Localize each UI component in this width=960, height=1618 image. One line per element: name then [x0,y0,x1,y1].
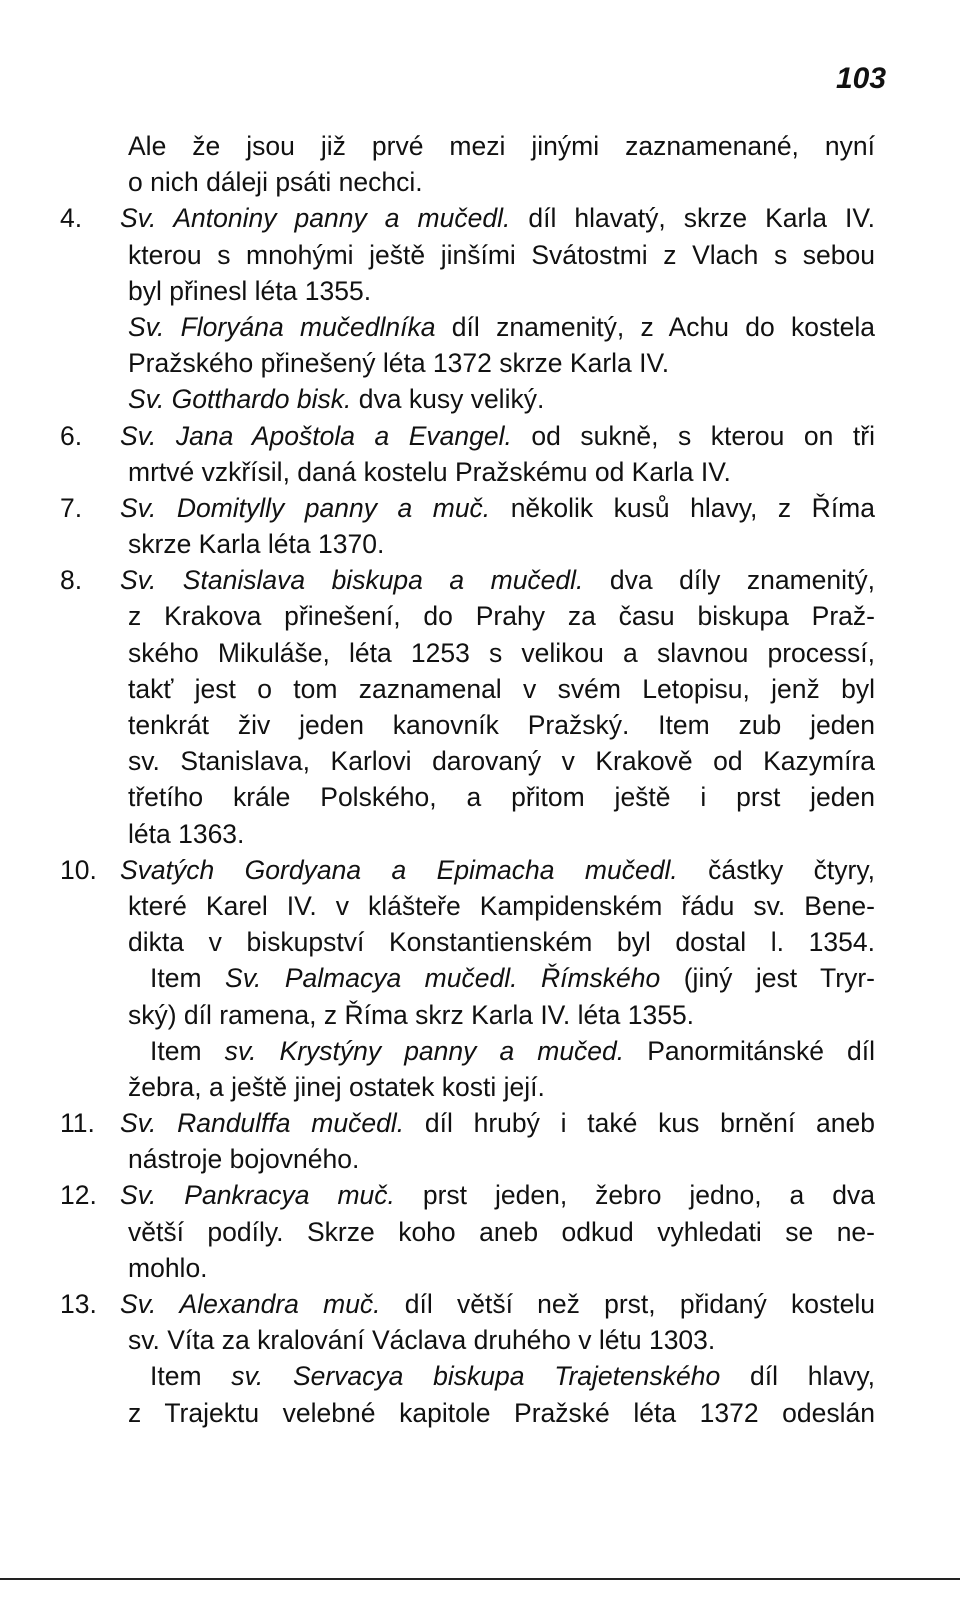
list-item [60,1286,875,1322]
line-text: léta 1363. [128,818,245,849]
text-line [60,1250,875,1286]
text-line [60,635,875,671]
line-text: sv. Stanislava, Karlovi darovaný v Krakově od Kazymíra [128,746,875,777]
text-line [60,1214,875,1250]
list-item [60,562,875,598]
item-number: 12. [60,1180,97,1211]
saint-name: Sv. Jana Apoštola a Evangel. [120,420,512,451]
text-line [60,598,875,634]
text-line [60,1395,875,1431]
line-text: ský) díl ramena, z Říma skrz Karla IV. léta 1355. [128,999,695,1030]
text-line [60,381,875,417]
line-text: částky čtyry, [677,854,875,885]
saint-name: sv. Servacya biskupa Trajetenského [231,1361,721,1392]
line-text: Ale že jsou již prvé mezi jinými zaznamenané, nyní [128,131,875,161]
line-text: větší podíly. Skrze koho aneb odkud vyhledati se ne- [128,1216,875,1247]
list-item [60,1177,875,1213]
item-prefix: Item [150,1035,225,1066]
saint-name: Sv. Gotthardo bisk. [128,384,352,415]
saint-name: sv. Krystýny panny a mučed. [224,1035,625,1066]
page-number: 103 [836,62,887,95]
text-line [60,743,875,779]
list-item [60,490,875,526]
item-number: 8. [60,565,83,596]
text-line [60,309,875,345]
line-text: žebra, a ještě jinej ostatek kosti její. [128,1071,545,1102]
list-item [60,852,875,888]
line-text: díl znamenitý, z Achu do kostela [435,311,875,342]
line-text: mohlo. [128,1252,208,1283]
page-body [60,128,875,1431]
line-text: které Karel IV. v klášteře Kampidenském řádu sv. Bene- [128,890,875,921]
item-prefix: Item [150,1361,232,1392]
text-line [60,1141,875,1177]
list-item [60,200,875,236]
line-text: prst jeden, žebro jedno, a dva [394,1180,875,1211]
line-text: byl přinesl léta 1355. [128,275,372,306]
text-line [60,237,875,273]
text-line [60,128,875,164]
text-line [60,526,875,562]
line-text: díl hlavy, [720,1361,875,1392]
text-line [60,779,875,815]
line-text: z Krakova přinešení, do Prahy za času biskupa Praž- [128,601,875,632]
line-text: třetího krále Polského, a přitom ještě i prst jeden [128,782,875,813]
item-number: 13. [60,1289,97,1319]
saint-name: Sv. Antoniny panny a mučedl. [120,203,511,234]
text-line [60,960,875,996]
text-line [60,1322,875,1358]
text-line [60,1033,875,1069]
line-text: dva kusy veliký. [351,384,545,415]
text-line [60,997,875,1033]
text-line [60,707,875,743]
line-text: kterou s mnohými ještě jinšími Svátostmi z Vlach s sebou [128,239,875,270]
text-line [60,1069,875,1105]
item-number: 4. [60,203,83,234]
text-line [60,454,875,490]
line-text: takť jest o tom zaznamenal v svém Letopisu, jenž byl [128,673,875,704]
item-prefix: Item [150,963,226,994]
item-number: 6. [60,420,83,451]
item-number: 11. [60,1108,95,1139]
line-text: nástroje bojovného. [128,1144,360,1175]
line-text: dva díly znamenitý, [583,565,875,596]
text-line [60,1358,875,1394]
line-text: ského Mikuláše, léta 1253 s velikou a slavnou processí, [128,637,875,668]
line-text: díl hlavatý, skrze Karla IV. [510,203,875,234]
line-text: od sukně, s kterou on tři [511,420,875,451]
line-text: Panormitánské díl [624,1035,876,1066]
line-text: mrtvé vzkřísil, daná kostelu Pražskému od Karla IV. [128,456,731,487]
item-number: 7. [60,492,83,523]
line-text: sv. Víta za kralování Václava druhého v létu 1303. [128,1325,716,1356]
list-item [60,1105,875,1141]
line-text: několik kusů hlavy, z Říma [490,492,875,523]
saint-name: Sv. Pankracya muč. [120,1180,395,1211]
saint-name: Svatých Gordyana a Epimacha mučedl. [120,854,678,885]
line-text: Pražského přinešený léta 1372 skrze Karla IV. [128,348,670,379]
text-line [60,345,875,381]
text-line [60,888,875,924]
list-item [60,418,875,454]
line-text: tenkrát živ jeden kanovník Pražský. Item zub jeden [128,710,875,740]
line-text: díl hrubý i také kus brnění aneb [404,1108,875,1139]
text-line [60,816,875,852]
line-text: o nich dáleji psáti nechci. [128,167,423,198]
saint-name: Sv. Domitylly panny a muč. [120,492,491,523]
text-line [60,924,875,960]
line-text: (jiný jest Tryr- [660,963,875,994]
line-text: z Trajektu velebné kapitole Pražské léta 1372 odeslán [128,1397,875,1428]
line-text: díl větší než prst, přidaný kostelu [380,1289,875,1319]
item-number: 10. [60,854,97,885]
line-text: dikta v biskupství Konstantienském byl dostal l. 1354. [128,927,875,958]
text-line [60,273,875,309]
text-line [60,164,875,200]
line-text: skrze Karla léta 1370. [128,529,385,560]
saint-name: Sv. Palmacya mučedl. Římského [225,963,661,994]
text-line [60,671,875,707]
saint-name: Sv. Stanislava biskupa a mučedl. [120,565,584,596]
saint-name: Sv. Randulffa mučedl. [120,1108,405,1139]
saint-name: Sv. Alexandra muč. [120,1289,381,1319]
saint-name: Sv. Floryána mučedlníka [128,311,436,342]
bottom-rule [0,1578,960,1580]
